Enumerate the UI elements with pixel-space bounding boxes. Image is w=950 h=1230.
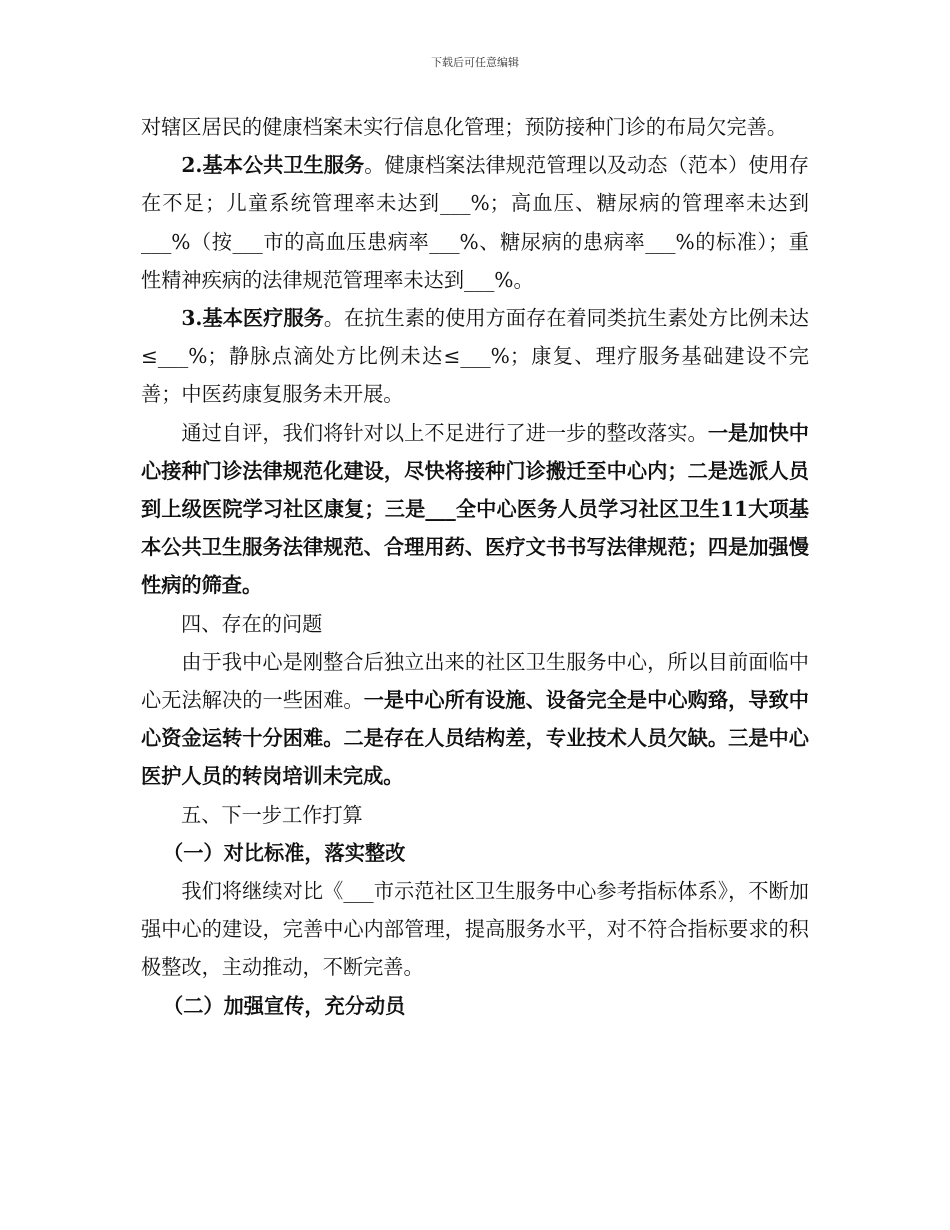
paragraph-public-health-text: 。健康档案法律规范管理以及动态（范本）使用存在不足；儿童系统管理率未达到___%；高血压、糖尿病的管理率未达到___%（按___市的高血压患病率___%、糖尿病的患病率___%的标准）；重性精神疾病的法律规范管理率未达到___%。 — [141, 153, 809, 292]
paragraph-rectification — [141, 414, 809, 605]
heading-problems: 四、存在的问题 — [181, 611, 323, 636]
paragraph-compare-standards: 我们将继续对比《___市示范社区卫生服务中心参考指标体系》，不断加强中心的建设，完善中心内部管理，提高服务水平，对不符合指标要求的积极整改，主动推动，不断完善。 — [141, 879, 809, 980]
heading-next-steps: 五、下一步工作打算 — [181, 802, 363, 827]
subheading-publicity: （二）加强宣传，充分动员 — [163, 993, 406, 1018]
page-header: 下载后可任意编辑 — [431, 56, 519, 69]
paragraph-problems — [141, 643, 809, 796]
paragraph-rectification-measures: 一是加快中心接种门诊法律规范化建设，尽快将接种门诊搬迁至中心内；二是选派人员到上级医院学习社区康复；三是___全中心医务人员学习社区卫生11大项基本公共卫生服务法律规范、合理用药、医疗文书书写法律规范；四是加强慢性病的筛查。 — [141, 420, 809, 598]
section-title-public-health: 2.基本公共卫生服务 — [181, 153, 365, 178]
section-title-medical-service: 3.基本医疗服务 — [181, 306, 324, 331]
paragraph-rectification-intro: 通过自评，我们将针对以上不足进行了进一步的整改落实。 — [181, 420, 708, 445]
paragraph-public-health — [141, 146, 809, 299]
paragraph-medical-service-text: 。在抗生素的使用方面存在着同类抗生素处方比例未达≤___%；静脉点滴处方比例未达≤___%；康复、理疗服务基础建设不完善；中医药康复服务未开展。 — [141, 306, 809, 407]
paragraph-0: 对辖区居民的健康档案未实行信息化管理；预防接种门诊的布局欠完善。 — [141, 115, 788, 139]
subheading-compare-standards: （一）对比标准，落实整改 — [163, 840, 406, 865]
paragraph-medical-service — [141, 299, 809, 414]
document-body — [141, 108, 809, 1025]
paragraph-problems-intro: 由于我中心是刚整合后独立出来的社区卫生服务中心，所以目前面临中心无法解决的一些困难。 — [141, 649, 809, 713]
paragraph-problems-list: 一是中心所有设施、设备完全是中心购臵，导致中心资金运转十分困难。二是存在人员结构差，专业技术人员欠缺。三是中心医护人员的转岗培训未完成。 — [141, 688, 809, 789]
